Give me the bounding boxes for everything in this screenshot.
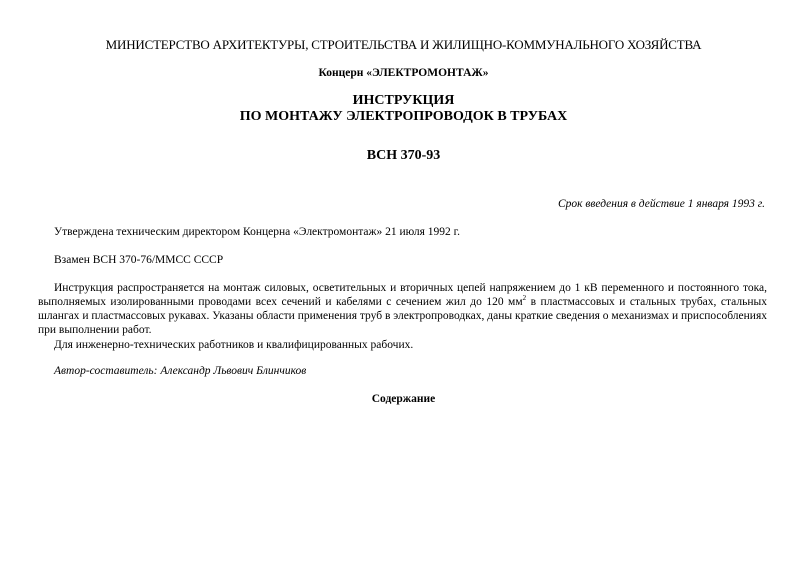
scope-text-part-1: Инструкция распространяется на монтаж силовых, осветительных и вторичных цепей напряжением до 1 кВ переменного и постоянного тока, выполняемых изолированными проводами всех сечений и кабелями с сечением жил до 120 мм — [38, 282, 767, 308]
title-line-2: ПО МОНТАЖУ ЭЛЕКТРОПРОВОДОК В ТРУБАХ — [239, 109, 568, 124]
square-superscript: 2 — [522, 294, 527, 303]
approval-note: Утверждена техническим директором Концерна «Электромонтаж» 21 июля 1992 г. — [54, 226, 460, 238]
concern-name: Концерн «ЭЛЕКТРОМОНТАЖ» — [318, 67, 489, 79]
document-code: ВСН 370-93 — [366, 148, 441, 163]
scope-paragraph — [38, 281, 767, 337]
document-title — [0, 93, 807, 125]
ministry-heading: МИНИСТЕРСТВО АРХИТЕКТУРЫ, СТРОИТЕЛЬСТВА И ЖИЛИЩНО-КОММУНАЛЬНОГО ХОЗЯЙСТВА — [105, 37, 702, 52]
effective-date: Срок введения в действие 1 января 1993 г. — [557, 198, 765, 210]
replaces-note: Взамен ВСН 370-76/ММСС СССР — [54, 254, 224, 266]
author-line: Автор-составитель: Александр Львович Блинчиков — [54, 365, 307, 377]
audience-paragraph: Для инженерно-технических работников и квалифицированных рабочих. — [54, 339, 414, 351]
title-line-1: ИНСТРУКЦИЯ — [352, 93, 455, 108]
scope-text-part-2: в пластмассовых и стальных трубах, стальных шлангах и пластмассовых рукавах. Указаны области применения труб в электропроводках, даны краткие сведения о механизмах и приспособлениях при выполнении работ. — [38, 296, 767, 336]
contents-heading: Содержание — [371, 393, 436, 405]
